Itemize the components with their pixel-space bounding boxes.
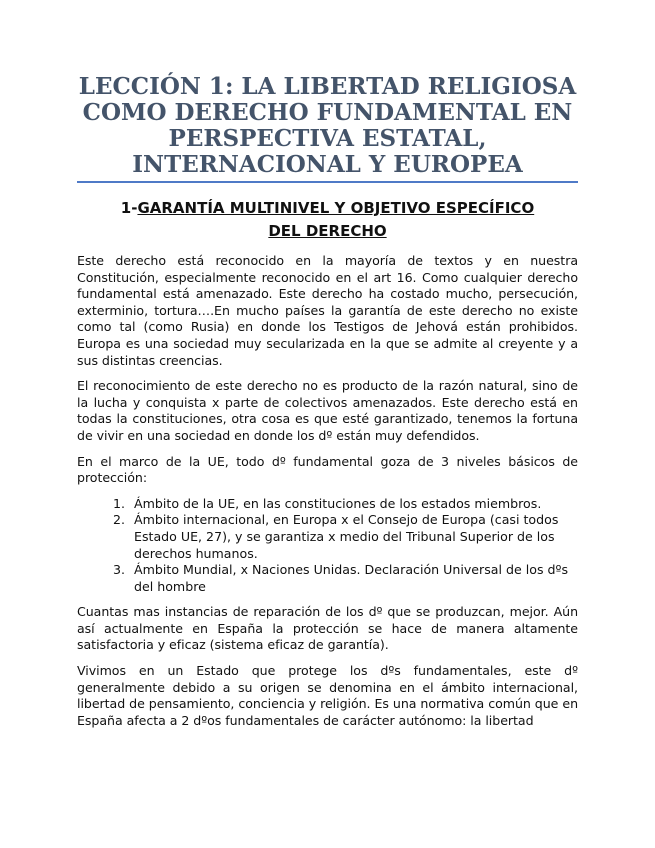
- list-item: [113, 495, 578, 513]
- paragraph: En el marco de la UE, todo dº fundamental goza de 3 niveles básicos de protección:: [77, 453, 578, 486]
- paragraph: El reconocimiento de este derecho no es producto de la razón natural, sino de la lucha y conquista x parte de colectivos amenazados. Este derecho está en todas la constituciones, otra cosa es que esté garantizado, tenemos la fortuna de vivir en una sociedad en donde los dº están muy defendidos.: [77, 378, 578, 443]
- title-line-2: COMO DERECHO FUNDAMENTAL EN: [82, 99, 573, 126]
- document-title: [77, 74, 578, 183]
- list-item-text: Ámbito internacional, en Europa x el Consejo de Europa (casi todos Estado UE, 27), y se garantiza x medio del Tribunal Superior de los derechos humanos.: [134, 512, 559, 561]
- protection-levels-list: [77, 496, 578, 596]
- document-page: [77, 74, 578, 738]
- section-title-line-2: DEL DERECHO: [268, 222, 387, 240]
- list-item: [113, 512, 578, 562]
- paragraph: Cuantas mas instancias de reparación de los dº que se produzcan, mejor. Aún así actualmente en España la protección se hace de manera altamente satisfactoria y eficaz (sistema eficaz de garantía).: [77, 604, 578, 653]
- list-number: 1.: [113, 495, 126, 511]
- paragraph: Vivimos en un Estado que protege los dºs fundamentales, este dº generalmente debido a su origen se denomina en el ámbito internacional, libertad de pensamiento, conciencia y religión. Es una normativa común que en España afecta a 2 dºos fundamentales de carácter autónomo: la libertad: [77, 663, 578, 728]
- title-line-4: INTERNACIONAL Y EUROPEA: [132, 151, 523, 178]
- section-number: 1-: [120, 199, 138, 217]
- section-heading: [77, 197, 578, 243]
- title-line-3: PERSPECTIVA ESTATAL,: [168, 125, 487, 152]
- list-item-text: Ámbito de la UE, en las constituciones de los estados miembros.: [134, 495, 542, 511]
- paragraph: Este derecho está reconocido en la mayoría de textos y en nuestra Constitución, especialmente reconocido en el art 16. Como cualquier derecho fundamental está amenazado. Este derecho ha costado mucho, persecución, exterminio, tortura….En mucho países la garantía de este derecho no existe como tal (como Rusia) en donde los Testigos de Jehová están prohibidos. Europa es una sociedad muy secularizada en la que se admite al creyente y a sus distintas creencias.: [77, 253, 578, 368]
- title-line-1: LECCIÓN 1: LA LIBERTAD RELIGIOSA: [78, 73, 577, 100]
- section-title-line-1: GARANTÍA MULTINIVEL Y OBJETIVO ESPECÍFICO: [137, 199, 535, 217]
- list-number: 2.: [113, 512, 126, 528]
- list-item-text: Ámbito Mundial, x Naciones Unidas. Declaración Universal de los dºs del hombre: [134, 562, 569, 594]
- list-item: [113, 562, 578, 595]
- list-number: 3.: [113, 562, 126, 578]
